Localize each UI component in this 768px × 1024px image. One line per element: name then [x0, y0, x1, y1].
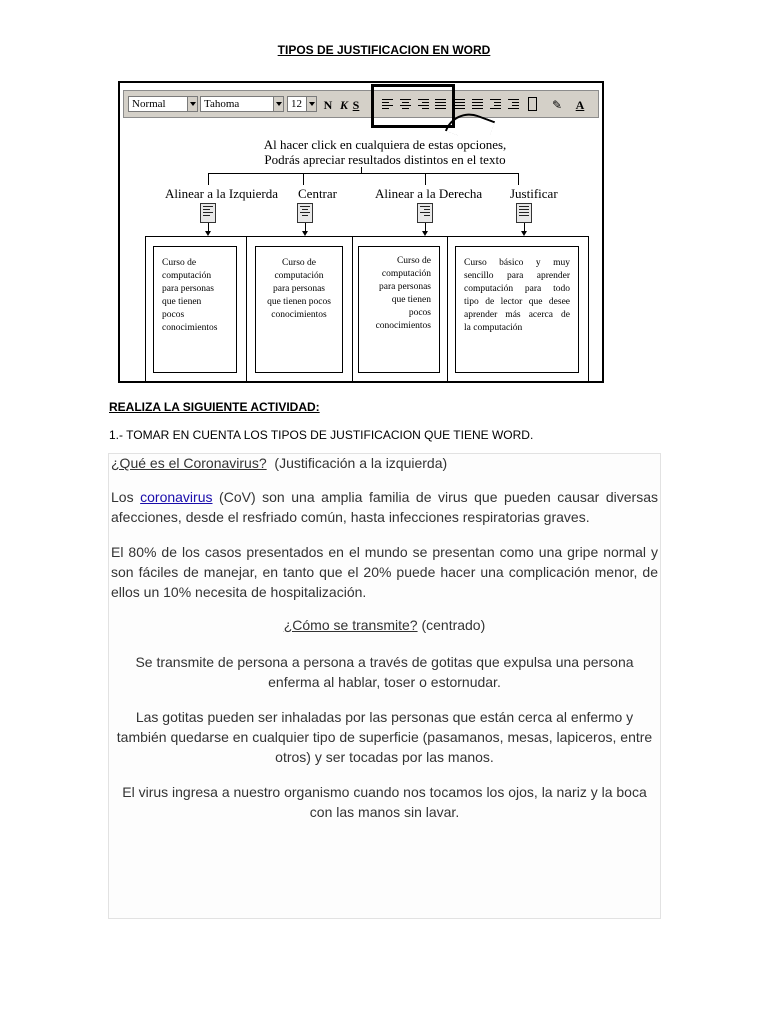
heading-coronavirus	[111, 455, 658, 471]
style-value: Normal	[132, 98, 166, 110]
panel-line: tipo de lector que desee	[464, 297, 570, 307]
panel-line: computación	[381, 269, 431, 279]
label-align-right: Alinear a la Derecha	[375, 186, 483, 201]
panel-left-example	[153, 246, 237, 373]
justify-doc-icon	[516, 203, 532, 223]
panel-line: Curso de	[396, 256, 431, 266]
document-title: TIPOS DE JUSTIFICACION EN WORD	[277, 43, 491, 57]
panel-line: que tienen	[391, 295, 431, 305]
connector-center	[303, 173, 304, 185]
paragraph-5: El virus ingresa a nuestro organismo cuando nos tocamos los ojos, la nariz y la boca con las manos sin lavar.	[122, 784, 647, 820]
panel-line: pocos	[408, 308, 431, 318]
font-dropdown[interactable]	[200, 96, 284, 112]
panel-line: computación	[274, 271, 324, 281]
activity-step-1: 1.- TOMAR EN CUENTA LOS TIPOS DE JUSTIFICACION QUE TIENE WORD.	[109, 428, 534, 442]
panel-center-example	[255, 246, 343, 373]
activity-heading: REALIZA LA SIGUIENTE ACTIVIDAD:	[109, 400, 320, 414]
panel-line: conocimientos	[375, 321, 431, 331]
panel-divider	[447, 236, 448, 383]
caption-line-1: Al hacer click en cualquiera de estas opciones,	[263, 137, 507, 152]
connector-justify	[518, 173, 519, 185]
word-alignment-figure	[118, 81, 604, 383]
panel-line: que tienen	[162, 297, 202, 307]
heading-note: (centrado)	[421, 617, 486, 633]
italic-button[interactable]: K	[339, 98, 348, 112]
align-center-doc-icon	[297, 203, 313, 223]
font-value: Tahoma	[204, 98, 240, 110]
panel-line: computación para todo	[464, 284, 570, 294]
alignment-buttons-highlight	[371, 84, 455, 128]
panel-divider	[352, 236, 353, 383]
panel-justify-example	[455, 246, 579, 373]
increase-indent-icon[interactable]	[508, 99, 519, 111]
panel-line: para personas	[273, 284, 325, 294]
label-center: Centrar	[298, 186, 337, 201]
formatting-toolbar	[123, 90, 599, 118]
border-icon[interactable]	[528, 97, 537, 111]
size-value: 12	[291, 98, 302, 110]
panel-line: la computación	[464, 323, 523, 333]
paragraph-4: Las gotitas pueden ser inhaladas por las personas que están cerca al enfermo y también quedarse en cualquier tipo de superficie (pasamanos, mesas, lapiceros, entre otros) y ser tocadas por las manos.	[116, 709, 653, 765]
highlight-icon[interactable]: ✎	[551, 98, 563, 112]
connector-stem	[361, 167, 362, 173]
connector-horizontal	[208, 173, 518, 174]
panel-divider	[246, 236, 247, 383]
figure-caption	[250, 137, 520, 167]
caption-line-2: Podrás apreciar resultados distintos en el texto	[264, 152, 506, 167]
panel-line: para personas	[379, 282, 431, 292]
size-dropdown[interactable]	[287, 96, 317, 112]
panel-line: conocimientos	[162, 323, 218, 333]
style-dropdown[interactable]	[128, 96, 198, 112]
paragraph-3: Se transmite de persona a persona a través de gotitas que expulsa una persona enferma al hablar, toser o estornudar.	[135, 654, 634, 690]
bullet-list-icon[interactable]	[472, 99, 483, 111]
panel-line: para personas	[162, 284, 214, 294]
underline-button[interactable]: S	[352, 98, 360, 112]
panel-right-example	[358, 246, 440, 373]
chevron-down-icon	[273, 97, 283, 111]
label-justify: Justificar	[510, 186, 558, 201]
chevron-down-icon	[306, 97, 316, 111]
decrease-indent-icon[interactable]	[490, 99, 501, 111]
content-box	[108, 453, 661, 919]
panel-line: computación	[162, 271, 212, 281]
align-right-doc-icon	[417, 203, 433, 223]
coronavirus-link[interactable]: coronavirus	[140, 489, 213, 505]
font-color-icon[interactable]: A	[575, 98, 585, 112]
connector-left	[208, 173, 209, 185]
paragraph-2: El 80% de los casos presentados en el mundo se presentan como una gripe normal y son fáciles de manejar, en tanto que el 20% puede hacer una complicación menor, de ellos un 10% necesita de hospitalización.	[111, 544, 658, 600]
panel-line: aprender más acerca de	[464, 310, 570, 320]
paragraph-text: (CoV) son una amplia familia de virus que pueden causar diversas afecciones, desde el resfriado común, hasta infecciones respiratorias graves.	[111, 489, 658, 525]
connector-right	[425, 173, 426, 185]
label-align-left: Alinear a la Izquierda	[165, 186, 278, 201]
chevron-down-icon	[187, 97, 197, 111]
heading-question: ¿Cómo se transmite?	[283, 617, 418, 633]
paragraph-1	[111, 487, 658, 527]
panel-line: sencillo para aprender	[464, 271, 570, 281]
panel-line: Curso de	[162, 258, 197, 268]
align-left-doc-icon	[200, 203, 216, 223]
panel-line: que tienen pocos	[267, 297, 331, 307]
bold-button[interactable]: N	[323, 98, 333, 112]
panel-line: conocimientos	[271, 310, 327, 320]
panel-line: Curso de	[281, 258, 317, 268]
paragraph-text: Los	[111, 489, 134, 505]
panel-line: pocos	[162, 310, 185, 320]
heading-transmission	[111, 617, 658, 633]
panel-line: Curso básico y muy	[464, 258, 570, 268]
numbered-list-icon[interactable]	[454, 99, 465, 111]
heading-note: (Justificación a la izquierda)	[274, 455, 448, 471]
heading-question: ¿Qué es el Coronavirus?	[111, 455, 267, 471]
